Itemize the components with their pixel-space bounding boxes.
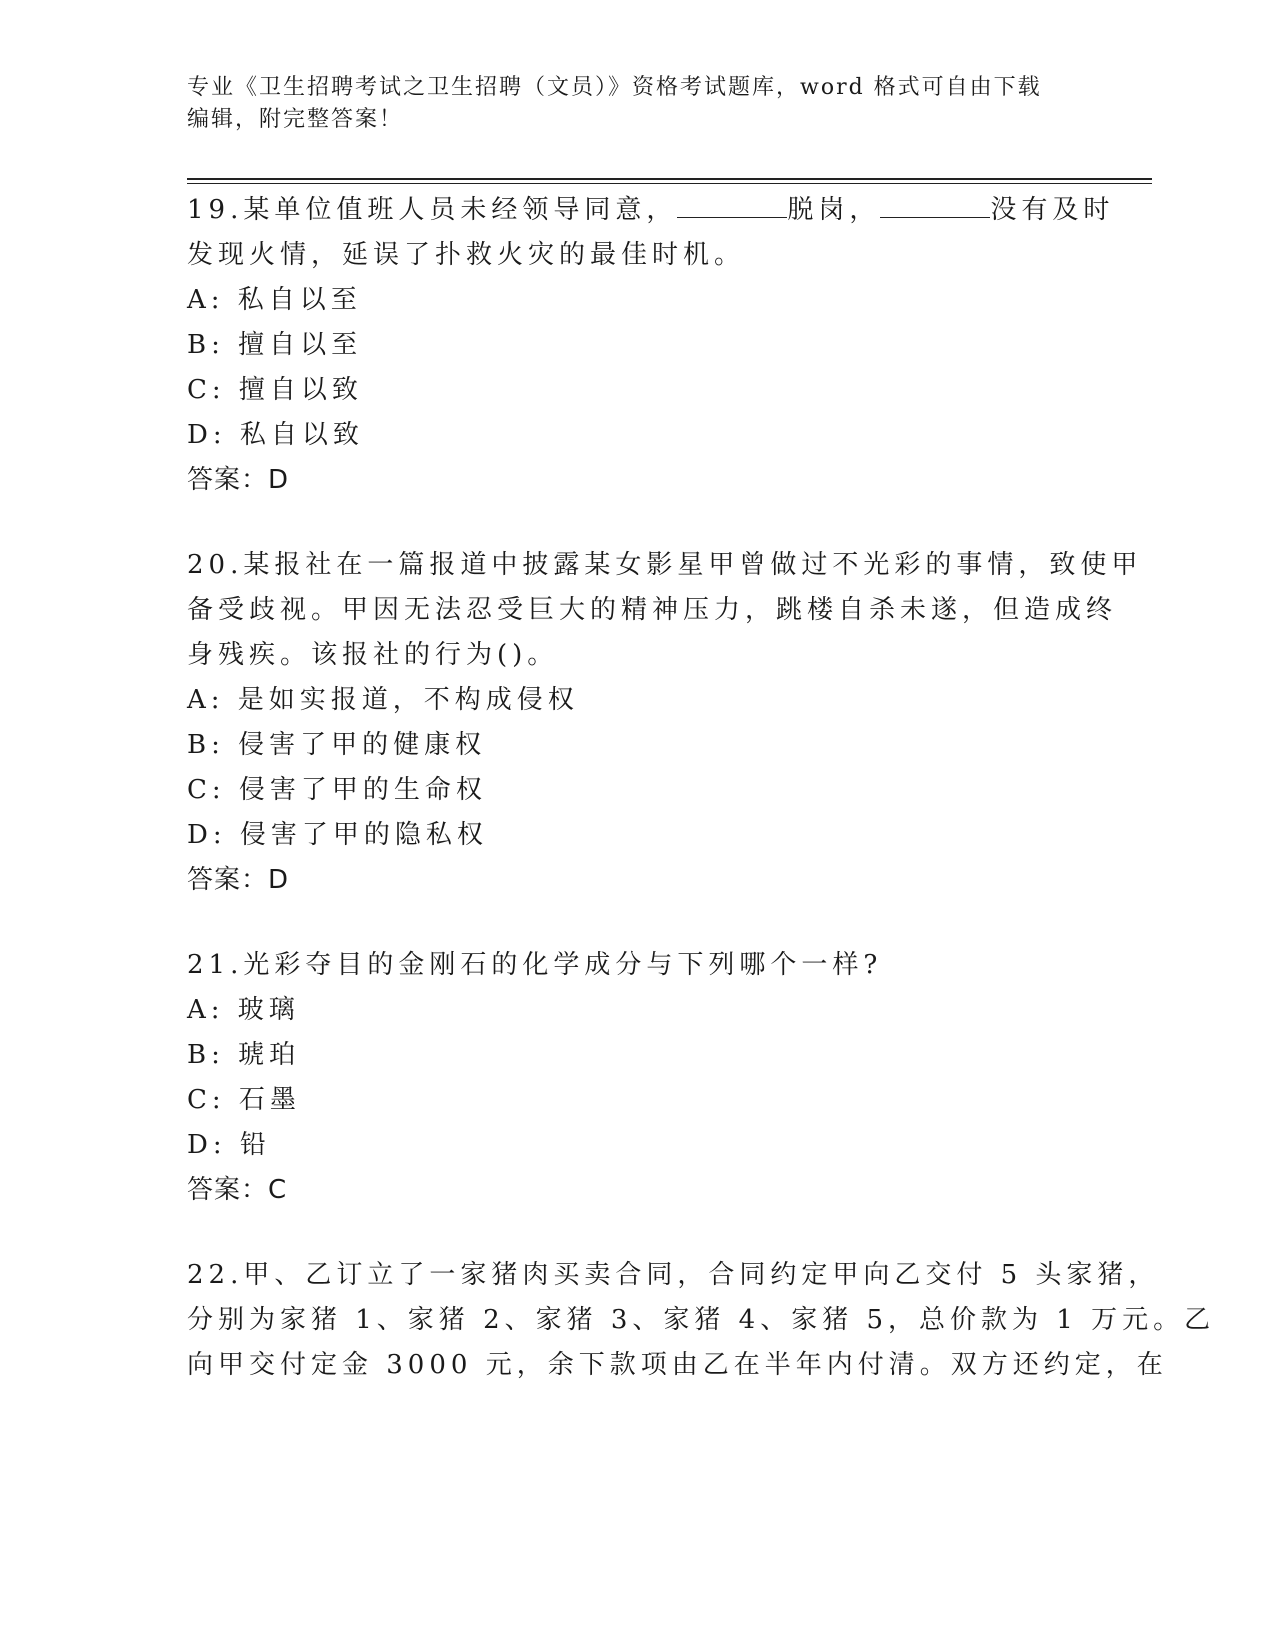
header-line-2: 编辑，附完整答案！ <box>187 107 404 132</box>
question-stem-part: 19.某单位值班人员未经领导同意， <box>187 195 678 225</box>
question-19 <box>187 188 1115 503</box>
question-stem-line: 身残疾。该报社的行为()。 <box>187 640 559 670</box>
answer: 答案：D <box>187 865 290 895</box>
option-b: B: 侵害了甲的健康权 <box>187 730 487 760</box>
option-a: A: 私自以至 <box>187 285 362 315</box>
question-stem-line: 21.光彩夺目的金刚石的化学成分与下列哪个一样? <box>187 950 883 980</box>
option-d: D: 铅 <box>187 1130 271 1160</box>
question-20 <box>187 543 1143 903</box>
option-d: D: 侵害了甲的隐私权 <box>187 820 488 850</box>
document-header <box>187 72 1067 136</box>
fill-blank <box>880 195 990 218</box>
option-a: A: 玻璃 <box>187 995 300 1025</box>
question-21 <box>187 943 1087 1213</box>
option-a: A: 是如实报道，不构成侵权 <box>187 685 579 715</box>
option-c: C: 擅自以致 <box>187 375 363 405</box>
question-stem-part: 脱岗， <box>787 195 881 225</box>
header-rule-thin <box>187 183 1152 184</box>
question-stem-line: 发现火情，延误了扑救火灾的最佳时机。 <box>187 240 746 270</box>
option-c: C: 侵害了甲的生命权 <box>187 775 487 805</box>
question-stem-part: 没有及时 <box>990 195 1115 225</box>
question-stem-line: 向甲交付定金 3000 元，余下款项由乙在半年内付清。双方还约定，在 <box>187 1350 1168 1380</box>
question-stem-line: 分别为家猪 1、家猪 2、家猪 3、家猪 4、家猪 5，总价款为 1 万元。乙 <box>187 1305 1216 1335</box>
question-list <box>187 188 1216 1428</box>
fill-blank <box>677 195 787 218</box>
header-line-1: 专业《卫生招聘考试之卫生招聘（文员）》资格考试题库，word 格式可自由下载 <box>187 75 1042 100</box>
question-stem-line: 备受歧视。甲因无法忍受巨大的精神压力，跳楼自杀未遂，但造成终 <box>187 595 1118 625</box>
question-22 <box>187 1253 1216 1388</box>
option-d: D: 私自以致 <box>187 420 364 450</box>
option-b: B: 琥珀 <box>187 1040 301 1070</box>
option-c: C: 石墨 <box>187 1085 301 1115</box>
question-stem-line: 20.某报社在一篇报道中披露某女影星甲曾做过不光彩的事情，致使甲 <box>187 550 1143 580</box>
question-stem-line: 22.甲、乙订立了一家猪肉买卖合同，合同约定甲向乙交付 5 头家猪， <box>187 1260 1160 1290</box>
answer: 答案：D <box>187 465 290 495</box>
answer: 答案：C <box>187 1175 288 1205</box>
option-b: B: 擅自以至 <box>187 330 363 360</box>
question-stem-line <box>187 188 1115 233</box>
header-rule-thick <box>187 178 1152 180</box>
